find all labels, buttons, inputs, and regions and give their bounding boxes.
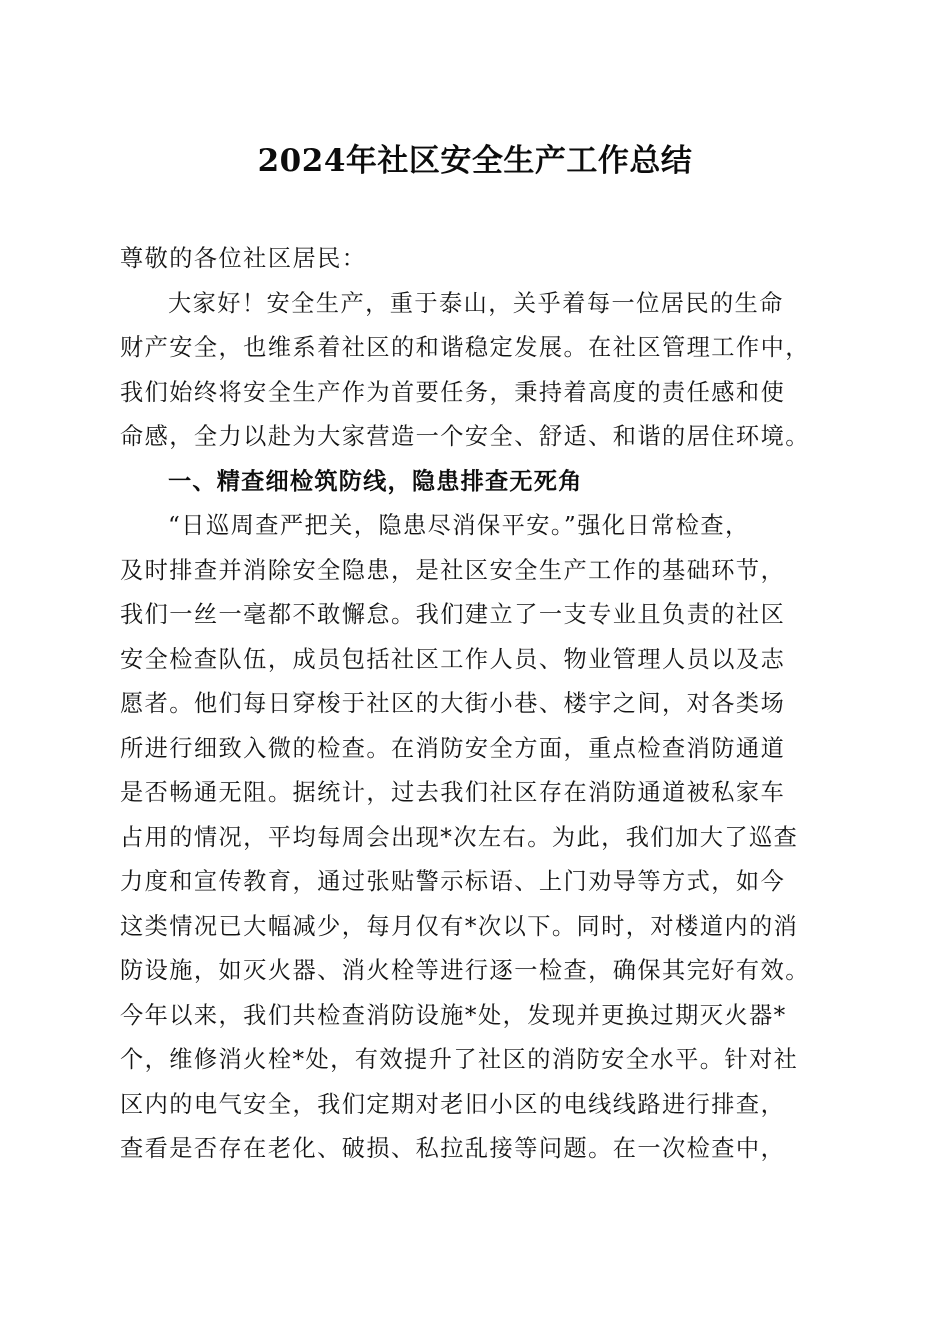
paragraph-line: 区内的电气安全，我们定期对老旧小区的电线线路进行排查， bbox=[120, 1090, 786, 1118]
paragraph-line: “日巡周查严把关，隐患尽消保平安。”强化日常检查， bbox=[168, 512, 750, 539]
paragraph-line: 及时排查并消除安全隐患，是社区安全生产工作的基础环节， bbox=[120, 556, 786, 584]
paragraph-line: 防设施，如灭火器、消火栓等进行逐一检查，确保其完好有效。 bbox=[120, 957, 810, 984]
document-title: 2024年社区安全生产工作总结 bbox=[257, 143, 693, 179]
paragraph-line: 是否畅通无阻。据统计，过去我们社区存在消防通道被私家车 bbox=[120, 779, 786, 806]
section-heading: 一、精查细检筑防线，隐患排查无死角 bbox=[168, 467, 583, 495]
paragraph-line: 今年以来，我们共检查消防设施*处，发现并更换过期灭火器* bbox=[120, 1001, 787, 1029]
document-body bbox=[120, 237, 832, 1172]
paragraph-line: 个，维修消火栓*处，有效提升了社区的消防安全水平。针对社 bbox=[120, 1046, 799, 1073]
paragraph-line: 所进行细致入微的检查。在消防安全方面，重点检查消防通道 bbox=[120, 734, 786, 762]
paragraph-line: 力度和宣传教育，通过张贴警示标语、上门劝导等方式，如今 bbox=[120, 868, 786, 895]
paragraph-line: 我们一丝一毫都不敢懈怠。我们建立了一支专业且负责的社区 bbox=[120, 601, 786, 628]
paragraph-line: 占用的情况，平均每周会出现*次左右。为此，我们加大了巡查 bbox=[120, 823, 799, 851]
paragraph-line: 大家好！安全生产，重于泰山，关乎着每一位居民的生命 bbox=[168, 289, 784, 317]
paragraph-line: 我们始终将安全生产作为首要任务，秉持着高度的责任感和使 bbox=[120, 378, 786, 406]
paragraph-line: 财产安全，也维系着社区的和谐稳定发展。在社区管理工作中， bbox=[120, 334, 810, 361]
paragraph-line: 查看是否存在老化、破损、私拉乱接等问题。在一次检查中， bbox=[120, 1135, 786, 1162]
paragraph-line: 命感，全力以赴为大家营造一个安全、舒适、和谐的居住环境。 bbox=[120, 423, 810, 450]
paragraph-line: 愿者。他们每日穿梭于社区的大街小巷、楼宇之间，对各类场 bbox=[120, 690, 786, 717]
salutation: 尊敬的各位社区居民： bbox=[120, 245, 367, 272]
paragraph-line: 这类情况已大幅减少，每月仅有*次以下。同时，对楼道内的消 bbox=[120, 912, 799, 940]
paragraph-line: 安全检查队伍，成员包括社区工作人员、物业管理人员以及志 bbox=[120, 645, 786, 673]
